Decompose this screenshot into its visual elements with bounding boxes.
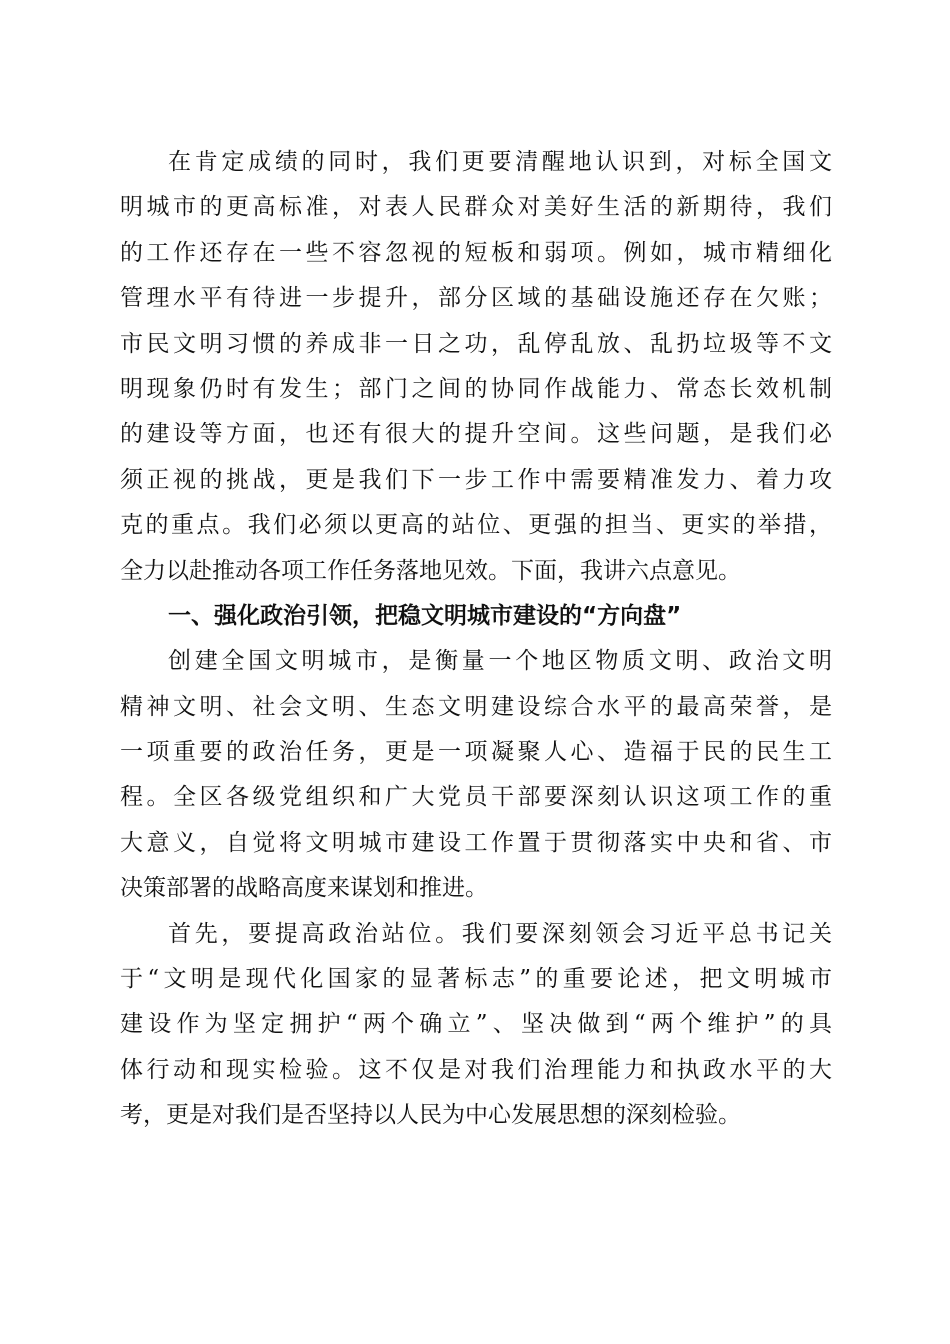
- text-line: 精神文明、社会文明、生态文明建设综合水平的最高荣誉，是: [120, 693, 832, 720]
- paragraph-section-1-p1: [120, 639, 832, 911]
- text-line: 程。全区各级党组织和广大党员干部要深刻认识这项工作的重: [120, 784, 832, 811]
- text-line: 明城市的更高标准，对表人民群众对美好生活的新期待，我们: [120, 194, 832, 221]
- text-line: 须正视的挑战，更是我们下一步工作中需要精准发力、着力攻: [120, 466, 832, 493]
- text-line: 首先，要提高政治站位。我们要深刻领会习近平总书记关: [168, 920, 832, 947]
- text-line: 的建设等方面，也还有很大的提升空间。这些问题，是我们必: [120, 421, 832, 448]
- text-line: 市民文明习惯的养成非一日之功，乱停乱放、乱扔垃圾等不文: [120, 330, 832, 357]
- text-line: 在肯定成绩的同时，我们更要清醒地认识到，对标全国文: [168, 149, 832, 175]
- text-line: 体行动和现实检验。这不仅是对我们治理能力和执政水平的大: [120, 1056, 832, 1083]
- text-line: 决策部署的战略高度来谋划和推进。: [120, 875, 488, 902]
- section-heading: 一、强化政治引领，把稳文明城市建设的“方向盘”: [168, 602, 682, 629]
- text-line: 明现象仍时有发生；部门之间的协同作战能力、常态长效机制: [120, 375, 832, 402]
- text-line: 大意义，自觉将文明城市建设工作置于贯彻落实中央和省、市: [120, 829, 832, 856]
- paragraph-section-1-p2: [120, 912, 832, 1139]
- text-line: 管理水平有待进一步提升，部分区域的基础设施还存在欠账；: [120, 285, 832, 312]
- text-line: 克的重点。我们必须以更高的站位、更强的担当、更实的举措，: [120, 512, 832, 539]
- text-line: 创建全国文明城市，是衡量一个地区物质文明、政治文明: [168, 648, 832, 675]
- text-line: 一项重要的政治任务，更是一项凝聚人心、造福于民的民生工: [120, 739, 832, 766]
- text-line: 的工作还存在一些不容忽视的短板和弱项。例如，城市精细化: [120, 239, 832, 266]
- text-line: 于“文明是现代化国家的显著标志”的重要论述，把文明城市: [120, 966, 832, 993]
- text-line: 全力以赴推动各项工作任务落地见效。下面，我讲六点意见。: [120, 557, 741, 584]
- text-line: 建设作为坚定拥护“两个确立”、坚决做到“两个维护”的具: [120, 1011, 832, 1038]
- document-body: [120, 140, 832, 1139]
- text-line: 考，更是对我们是否坚持以人民为中心发展思想的深刻检验。: [120, 1102, 741, 1129]
- paragraph-intro: [120, 140, 832, 594]
